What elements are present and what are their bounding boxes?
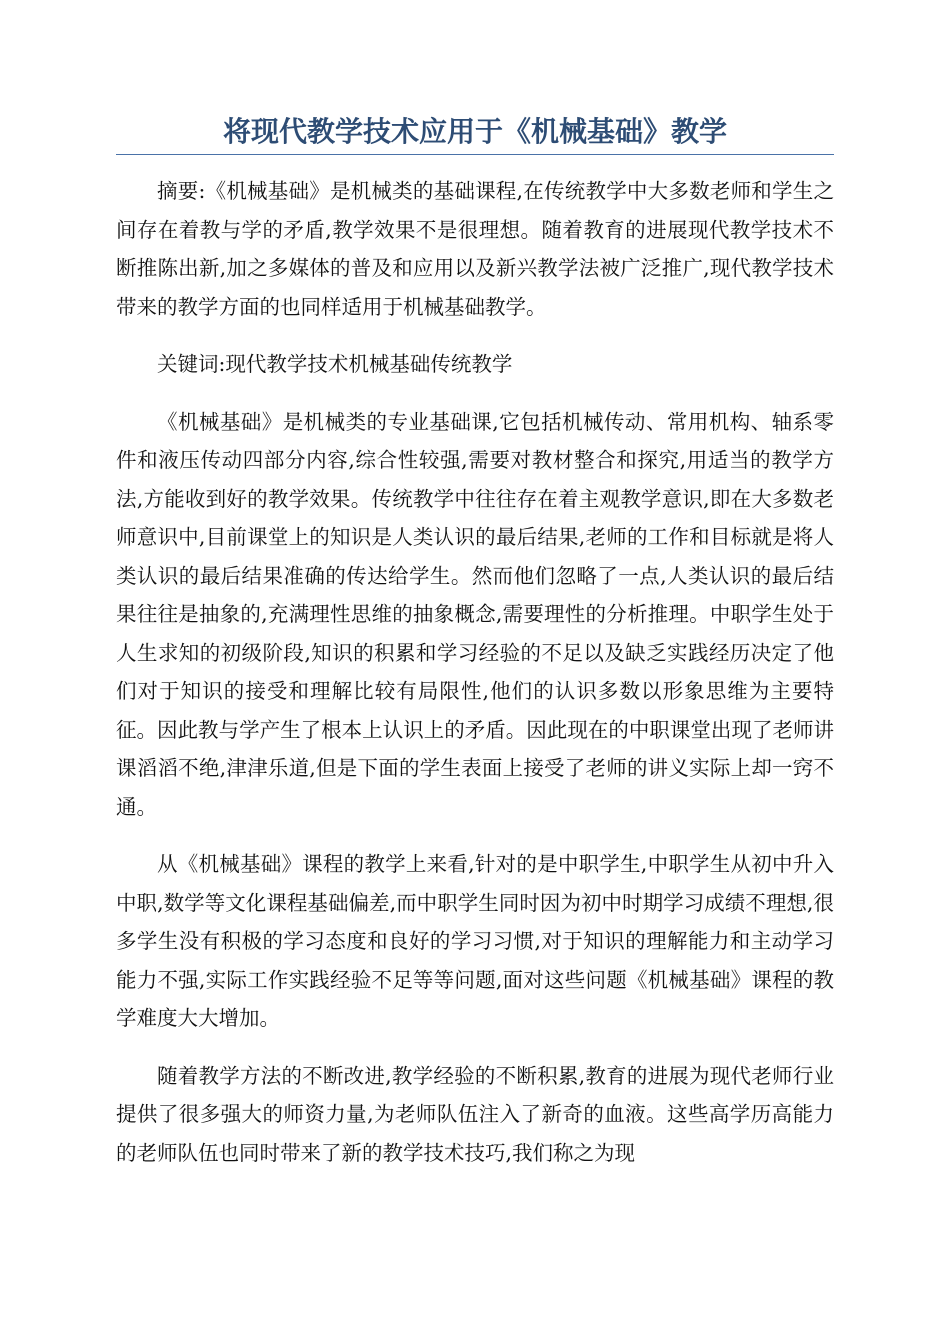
keywords-paragraph: 关键词:现代教学技术机械基础传统教学 <box>157 352 513 376</box>
document-title: 将现代教学技术应用于《机械基础》教学 <box>222 115 727 148</box>
body-paragraph: 《机械基础》是机械类的专业基础课,它包括机械传动、常用机构、轴系零件和液压传动四部分内容,综合性较强,需要对教材整合和探究,用适当的教学方法,方能收到好的教学效果。传统教学中往往存在着主观教学意识,即在大多数老师意识中,目前课堂上的知识是人类认识的最后结果,老师的工作和目标就是将人类认识的最后结果准确的传达给学生。然而他们忽略了一点,人类认识的最后结果往往是抽象的,充满理性思维的抽象概念,需要理性的分析推理。中职学生处于人生求知的初级阶段,知识的积累和学习经验的不足以及缺乏实践经历决定了他们对于知识的接受和理解比较有局限性,他们的认识多数以形象思维为主要特征。因此教与学产生了根本上认识上的矛盾。因此现在的中职课堂出现了老师讲课滔滔不绝,津津乐道,但是下面的学生表面上接受了老师的讲义实际上却一窍不通。 <box>116 409 834 819</box>
document-body <box>116 172 834 1191</box>
body-paragraph: 从《机械基础》课程的教学上来看,针对的是中职学生,中职学生从初中升入中职,数学等文化课程基础偏差,而中职学生同时因为初中时期学习成绩不理想,很多学生没有积极的学习态度和良好的学习习惯,对于知识的理解能力和主动学习能力不强,实际工作实践经验不足等等问题,面对这些问题《机械基础》课程的教学难度大大增加。 <box>116 852 834 1030</box>
abstract-paragraph: 摘要:《机械基础》是机械类的基础课程,在传统教学中大多数老师和学生之间存在着教与学的矛盾,教学效果不是很理想。随着教育的进展现代教学技术不断推陈出新,加之多媒体的普及和应用以及新兴教学法被广泛推广,现代教学技术带来的教学方面的也同样适用于机械基础教学。 <box>116 179 834 319</box>
title-underline <box>116 154 834 155</box>
body-paragraph: 随着教学方法的不断改进,教学经验的不断积累,教育的进展为现代老师行业提供了很多强大的师资力量,为老师队伍注入了新奇的血液。这些高学历高能力的老师队伍也同时带来了新的教学技术技巧,我们称之为现 <box>116 1063 834 1165</box>
